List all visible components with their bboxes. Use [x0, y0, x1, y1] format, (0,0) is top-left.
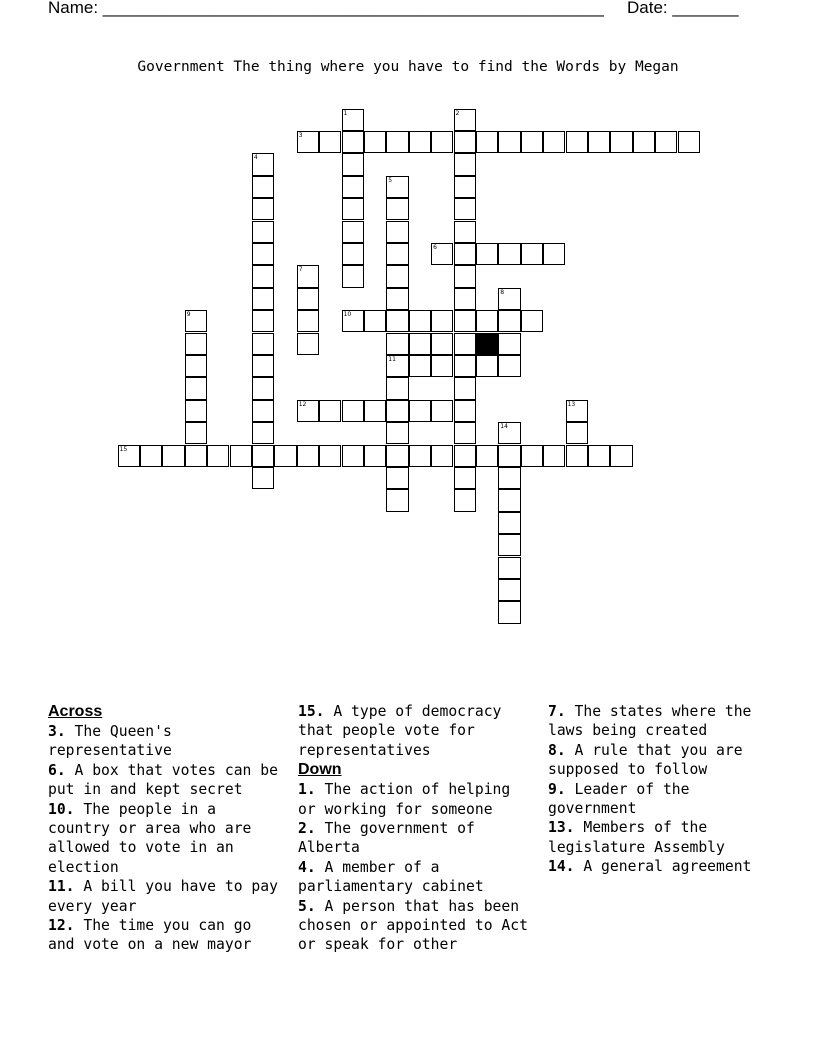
cell-number: 12	[298, 400, 307, 408]
crossword-cell[interactable]	[543, 131, 565, 153]
crossword-cell[interactable]	[498, 445, 520, 467]
clue-number: 12.	[48, 917, 75, 935]
down-clue	[548, 857, 778, 876]
clue-text: The states where the laws being created	[548, 703, 752, 740]
down-clue	[548, 818, 778, 857]
crossword-cell[interactable]	[454, 243, 476, 265]
crossword-cell[interactable]	[386, 377, 408, 399]
crossword-cell[interactable]	[454, 445, 476, 467]
crossword-cell[interactable]	[252, 265, 274, 287]
crossword-cell[interactable]	[386, 288, 408, 310]
clue-text: A person that has been chosen or appointed to Act or speak for other	[298, 897, 528, 954]
crossword-cell[interactable]	[454, 288, 476, 310]
down-clue	[548, 780, 778, 819]
crossword-cell[interactable]	[364, 445, 386, 467]
clue-text: The action of helping or working for someone	[298, 781, 511, 818]
crossword-cell[interactable]	[521, 243, 543, 265]
crossword-cell[interactable]	[498, 512, 520, 534]
crossword-cell[interactable]	[454, 265, 476, 287]
crossword-cell[interactable]	[342, 445, 364, 467]
crossword-cell[interactable]	[252, 310, 274, 332]
crossword-cell[interactable]	[252, 467, 274, 489]
down-clue	[548, 741, 778, 780]
down-clue	[298, 858, 528, 897]
crossword-cell[interactable]	[498, 288, 520, 310]
crossword-cell[interactable]	[498, 310, 520, 332]
crossword-cell[interactable]	[252, 243, 274, 265]
clue-text: A general agreement	[574, 858, 752, 876]
crossword-cell[interactable]	[252, 153, 274, 175]
clue-text: A type of democracy that people vote for representatives	[298, 703, 502, 759]
down-heading: Down	[298, 761, 342, 779]
crossword-cell[interactable]	[230, 445, 252, 467]
crossword-cell[interactable]	[431, 333, 453, 355]
crossword-cell[interactable]	[342, 221, 364, 243]
crossword-cell[interactable]	[319, 131, 341, 153]
crossword-cell[interactable]	[252, 445, 274, 467]
crossword-cell[interactable]	[498, 422, 520, 444]
crossword-cell[interactable]	[454, 400, 476, 422]
crossword-cell[interactable]	[386, 445, 408, 467]
crossword-cell[interactable]	[386, 221, 408, 243]
crossword-cell[interactable]	[409, 333, 431, 355]
crossword-cell[interactable]	[252, 176, 274, 198]
crossword-cell[interactable]	[386, 176, 408, 198]
crossword-cell[interactable]	[454, 310, 476, 332]
crossword-cell[interactable]	[185, 422, 207, 444]
clue-number: 4.	[298, 858, 316, 876]
crossword-cell[interactable]	[610, 131, 632, 153]
cell-number: 14	[500, 423, 508, 431]
crossword-cell[interactable]	[498, 579, 520, 601]
cell-number: 1	[343, 109, 348, 117]
crossword-cell[interactable]	[342, 131, 364, 153]
crossword-cell[interactable]	[342, 310, 364, 332]
crossword-cell[interactable]	[409, 445, 431, 467]
cell-number: 8	[500, 288, 505, 296]
crossword-cell[interactable]	[207, 445, 229, 467]
crossword-cell[interactable]	[498, 557, 520, 579]
clue-number: 1.	[298, 781, 316, 799]
crossword-cell[interactable]	[386, 422, 408, 444]
crossword-cell[interactable]	[185, 355, 207, 377]
crossword-cell[interactable]	[431, 131, 453, 153]
across-clue	[48, 761, 278, 800]
clue-text: A member of a parliamentary cabinet	[298, 858, 484, 896]
crossword-cell[interactable]	[543, 445, 565, 467]
clue-number: 8.	[548, 741, 566, 759]
across-heading: Across	[48, 703, 103, 720]
crossword-cell[interactable]	[431, 310, 453, 332]
crossword-cell[interactable]	[386, 243, 408, 265]
crossword-cell[interactable]	[386, 467, 408, 489]
crossword-cell[interactable]	[185, 400, 207, 422]
clue-text: The time you can go and vote on a new mayor	[48, 917, 252, 954]
crossword-cell[interactable]	[297, 131, 319, 153]
crossword-cell[interactable]	[274, 445, 296, 467]
cell-number: 11	[388, 355, 396, 363]
down-clue	[298, 819, 528, 858]
crossword-cell[interactable]	[655, 131, 677, 153]
cell-number: 4	[253, 154, 258, 162]
crossword-cell[interactable]	[431, 445, 453, 467]
across-clue	[48, 722, 278, 761]
clue-number: 11.	[48, 878, 75, 896]
crossword-cell[interactable]	[252, 333, 274, 355]
crossword-cell[interactable]	[476, 131, 498, 153]
crossword-cell[interactable]	[297, 288, 319, 310]
crossword-cell[interactable]	[185, 377, 207, 399]
crossword-cell[interactable]	[364, 310, 386, 332]
clue-text: The government of Alberta	[298, 820, 475, 857]
crossword-cell[interactable]	[386, 355, 408, 377]
crossword-cell[interactable]	[454, 377, 476, 399]
crossword-cell[interactable]	[543, 243, 565, 265]
crossword-cell[interactable]	[454, 467, 476, 489]
crossword-cell[interactable]	[342, 265, 364, 287]
clue-list	[48, 702, 778, 956]
crossword-cell[interactable]	[297, 333, 319, 355]
clue-number: 5.	[298, 897, 316, 915]
clue-text: A rule that you are supposed to follow	[548, 741, 743, 779]
crossword-cell[interactable]	[342, 400, 364, 422]
crossword-cell[interactable]	[297, 310, 319, 332]
crossword-cell[interactable]	[140, 445, 162, 467]
cell-number: 3	[298, 131, 303, 139]
clue-number: 2.	[298, 820, 316, 838]
crossword-cell[interactable]	[252, 288, 274, 310]
crossword-cell[interactable]	[431, 400, 453, 422]
crossword-cell[interactable]	[454, 176, 476, 198]
clue-number: 3.	[48, 723, 66, 740]
crossword-cell[interactable]	[252, 422, 274, 444]
crossword-cell[interactable]	[588, 131, 610, 153]
crossword-cell[interactable]	[498, 601, 520, 623]
clue-number: 10.	[48, 800, 75, 818]
clue-text: The Queen's representative	[48, 723, 172, 760]
down-clue	[298, 780, 528, 819]
clue-number: 9.	[548, 780, 566, 798]
crossword-cell[interactable]	[566, 131, 588, 153]
cell-number: 2	[455, 109, 460, 117]
crossword-cell[interactable]	[386, 131, 408, 153]
crossword-cell[interactable]	[386, 400, 408, 422]
crossword-cell[interactable]	[342, 176, 364, 198]
crossword-cell[interactable]	[454, 355, 476, 377]
cell-number: 7	[298, 266, 303, 274]
down-clue	[298, 897, 528, 955]
crossword-cell[interactable]	[498, 355, 520, 377]
crossword-cell[interactable]	[409, 400, 431, 422]
crossword-cell[interactable]	[319, 400, 341, 422]
crossword-cell[interactable]	[252, 198, 274, 220]
crossword-cell[interactable]	[498, 131, 520, 153]
crossword-cell[interactable]	[476, 445, 498, 467]
clue-text: Members of the legislature Assembly	[548, 819, 725, 856]
crossword-cell[interactable]	[476, 355, 498, 377]
crossword-cell[interactable]	[610, 445, 632, 467]
cell-number: 9	[186, 311, 191, 319]
crossword-cell[interactable]	[297, 445, 319, 467]
crossword-cell[interactable]	[454, 198, 476, 220]
crossword-cell[interactable]	[476, 243, 498, 265]
crossword-cell[interactable]	[454, 221, 476, 243]
crossword-cell[interactable]	[454, 131, 476, 153]
clue-text: A bill you have to pay every year	[48, 878, 278, 915]
crossword-cell[interactable]	[566, 445, 588, 467]
crossword-cell[interactable]	[252, 400, 274, 422]
cell-number: 6	[433, 243, 437, 251]
crossword-cell[interactable]	[386, 489, 408, 511]
crossword-cell[interactable]	[364, 400, 386, 422]
crossword-cell[interactable]	[566, 422, 588, 444]
crossword-cell[interactable]	[521, 445, 543, 467]
clue-number: 13.	[548, 819, 575, 837]
crossword-cell[interactable]	[521, 310, 543, 332]
crossword-cell[interactable]	[498, 333, 520, 355]
crossword-cell[interactable]	[386, 265, 408, 287]
crossword-cell[interactable]	[454, 489, 476, 511]
crossword-cell[interactable]	[566, 400, 588, 422]
crossword-cell[interactable]	[252, 355, 274, 377]
cell-number: 10	[343, 311, 352, 319]
cell-number: 15	[119, 445, 128, 453]
clue-text: A box that votes can be put in and kept secret	[48, 761, 278, 799]
crossword-cell[interactable]	[185, 310, 207, 332]
clue-text: Leader of the government	[548, 780, 690, 818]
crossword-cell[interactable]	[118, 445, 140, 467]
across-clue	[48, 800, 278, 878]
crossword-cell[interactable]	[162, 445, 184, 467]
crossword-cell[interactable]	[498, 489, 520, 511]
clue-number: 6.	[48, 761, 66, 779]
down-clue	[548, 702, 778, 741]
page-title: Government The thing where you have to find the Words by Megan	[137, 59, 679, 75]
cell-number: 13	[567, 400, 576, 408]
across-clue	[298, 702, 528, 760]
clue-number: 7.	[548, 703, 566, 720]
date-field-label: Date: _______	[627, 0, 739, 17]
crossword-cell[interactable]	[185, 333, 207, 355]
crossword-cell[interactable]	[521, 131, 543, 153]
name-field-label: Name: _____________________________________________________	[48, 0, 604, 17]
crossword-cell[interactable]	[297, 265, 319, 287]
crossword-cell[interactable]	[319, 445, 341, 467]
crossword-cell[interactable]	[454, 333, 476, 355]
crossword-cell[interactable]	[498, 243, 520, 265]
crossword-cell[interactable]	[342, 153, 364, 175]
crossword-cell[interactable]	[498, 534, 520, 556]
crossword-cell[interactable]	[386, 333, 408, 355]
crossword-cell[interactable]	[588, 445, 610, 467]
across-clue	[48, 916, 278, 955]
clue-number: 15.	[298, 703, 325, 720]
crossword-cell[interactable]	[678, 131, 700, 153]
crossword-cell[interactable]	[498, 467, 520, 489]
crossword-cell[interactable]	[386, 198, 408, 220]
crossword-cell[interactable]	[409, 355, 431, 377]
crossword-cell[interactable]	[252, 221, 274, 243]
crossword-cell[interactable]	[454, 153, 476, 175]
crossword-cell[interactable]	[185, 445, 207, 467]
crossword-cell[interactable]	[342, 198, 364, 220]
clue-number: 14.	[548, 858, 575, 876]
crossword-cell[interactable]	[297, 400, 319, 422]
crossword-cell[interactable]	[633, 131, 655, 153]
crossword-cell[interactable]	[454, 109, 476, 131]
crossword-cell[interactable]	[386, 310, 408, 332]
crossword-cell[interactable]	[454, 422, 476, 444]
clue-text: The people in a country or area who are allowed to vote in an election	[48, 800, 252, 876]
crossword-cell[interactable]	[431, 243, 453, 265]
crossword-cell[interactable]	[364, 131, 386, 153]
crossword-cell[interactable]	[252, 377, 274, 399]
crossword-cell[interactable]	[342, 243, 364, 265]
crossword-cell[interactable]	[476, 310, 498, 332]
crossword-cell[interactable]	[342, 109, 364, 131]
cell-number: 5	[388, 176, 393, 184]
across-clue	[48, 877, 278, 916]
crossword-cell[interactable]	[409, 131, 431, 153]
crossword-cell[interactable]	[431, 355, 453, 377]
crossword-cell[interactable]	[409, 310, 431, 332]
crossword-block	[476, 333, 498, 355]
